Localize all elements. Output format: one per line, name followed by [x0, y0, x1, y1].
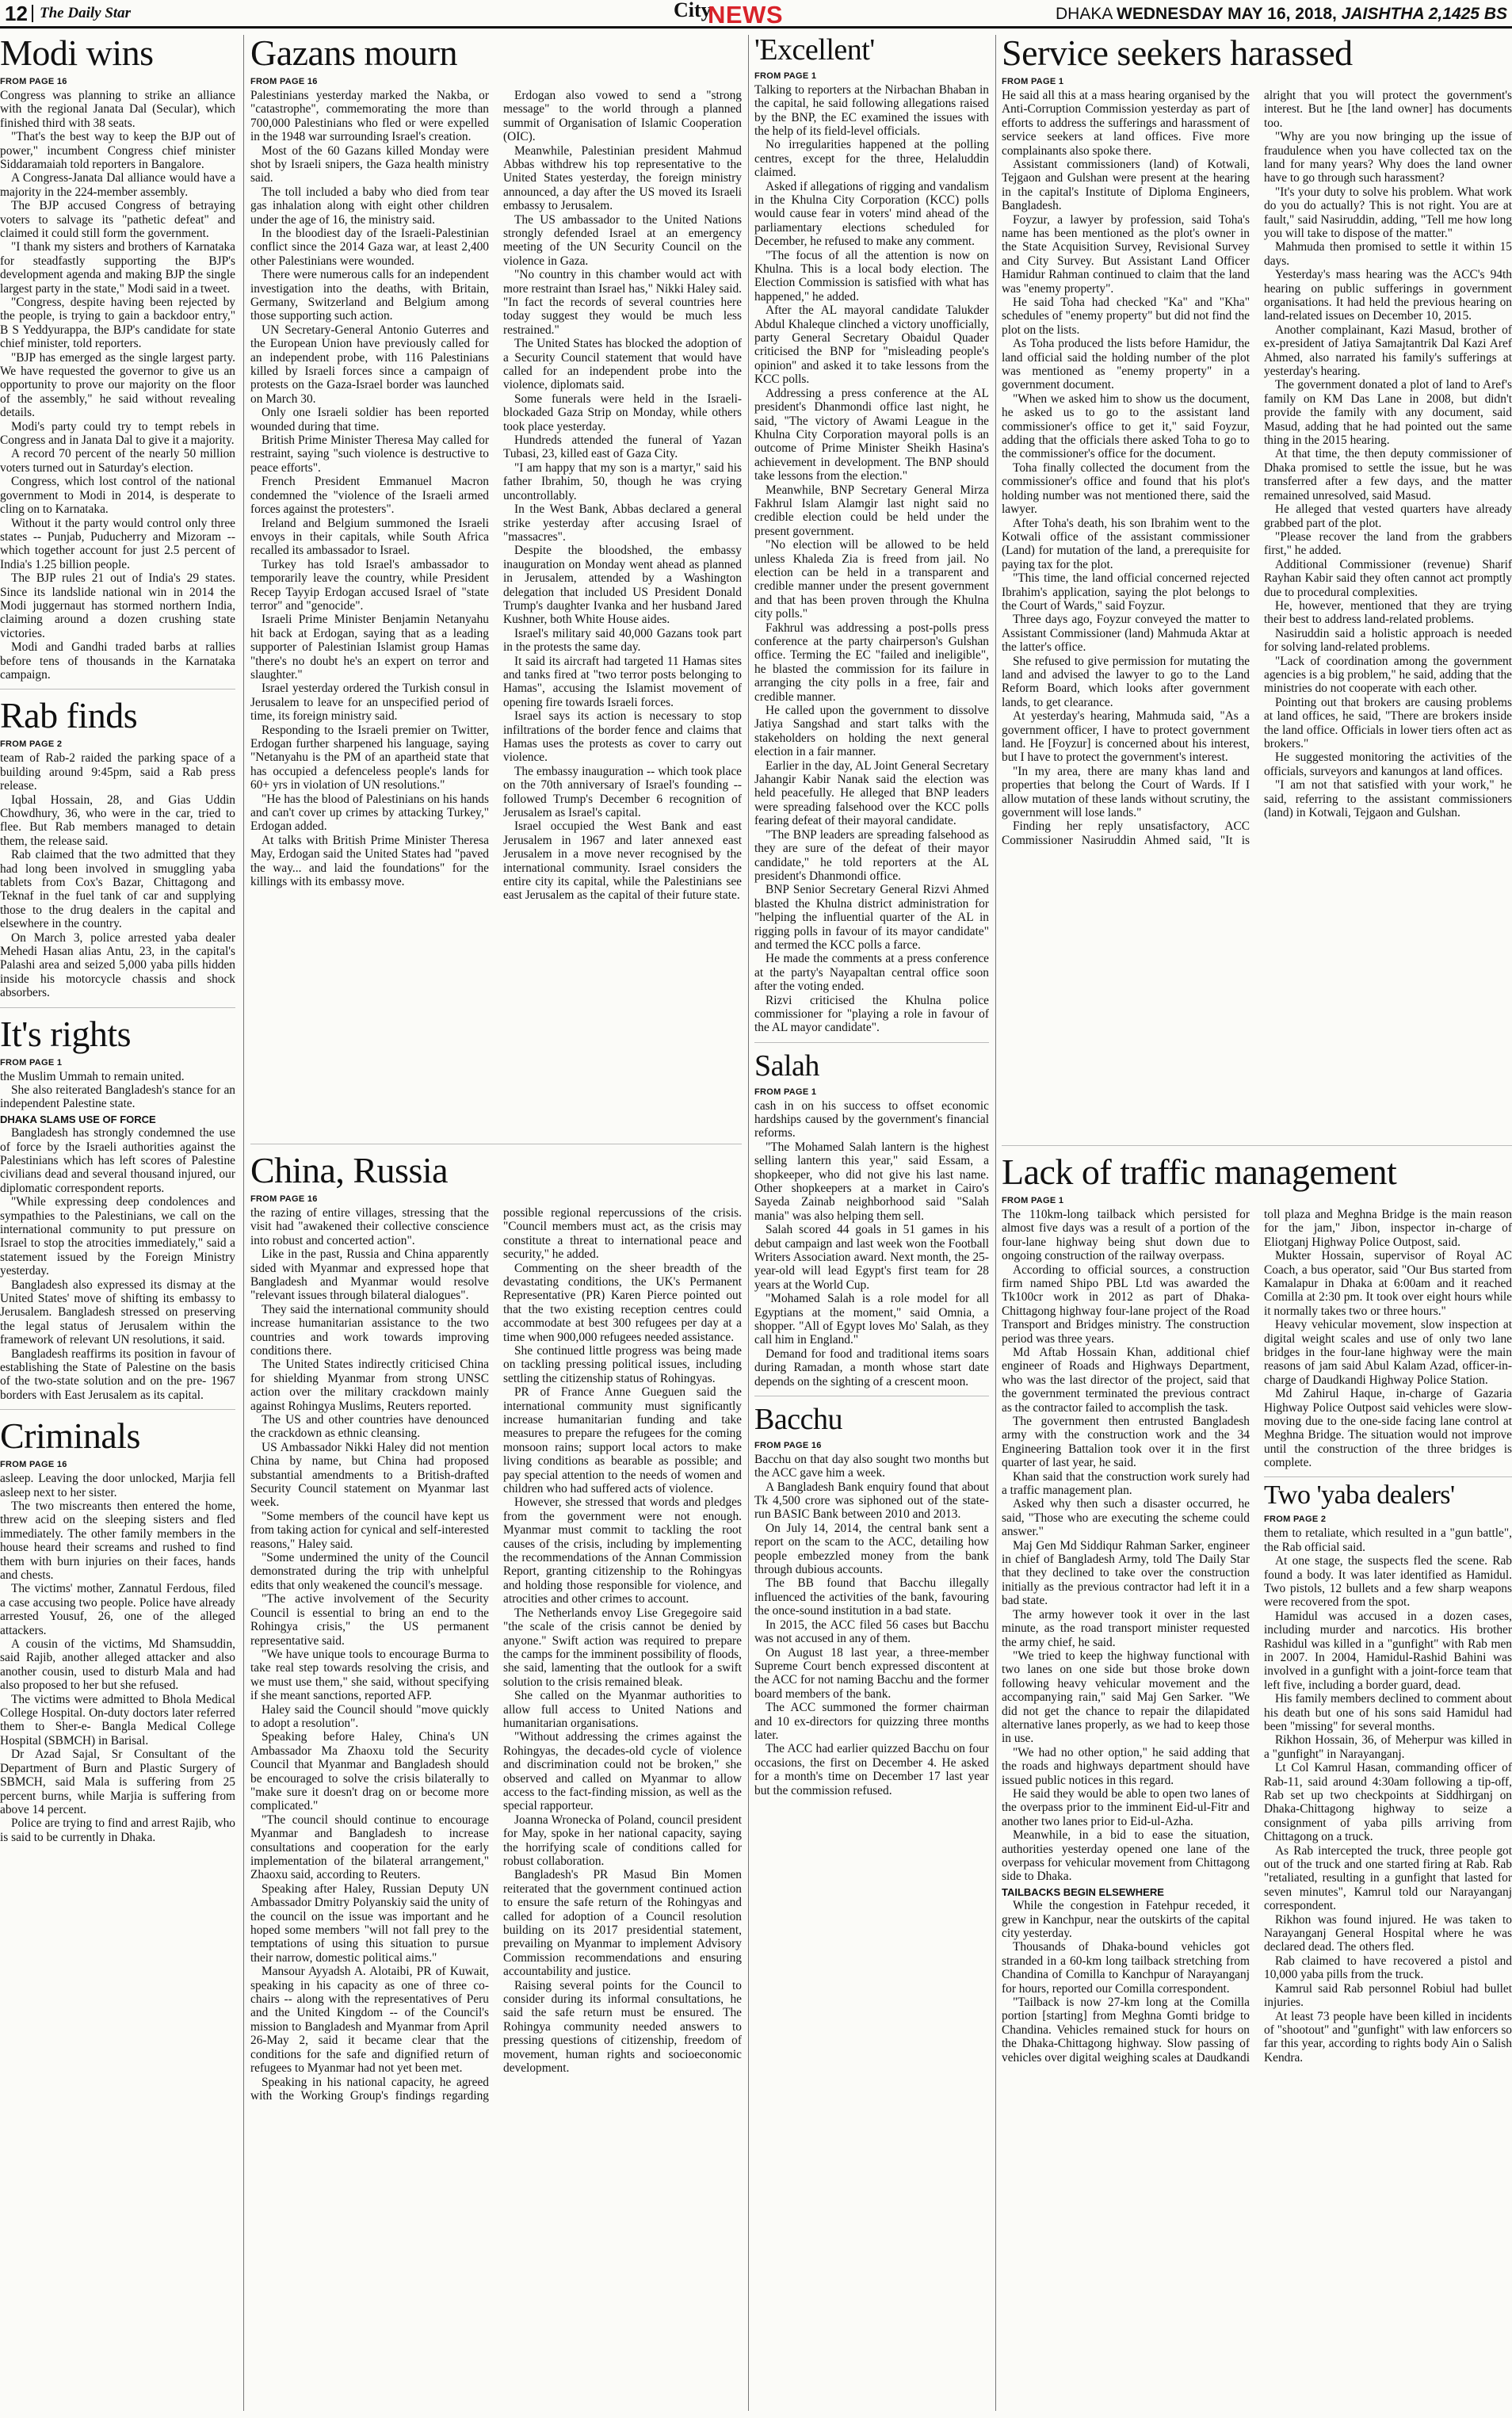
- story-paragraph: "The Mohamed Salah lantern is the highest selling lantern this year," said Essam, a shopkeeper, who did not give his last name. Other shopkeepers at a market in Cairo's Sayeda Zainab neighborhood said "Salah mania" was also helping them sell.: [754, 1140, 989, 1223]
- story-paragraph: There were numerous calls for an independent investigation into the deaths, with Britain, Germany, Switzerland and Belgium among those supporting such action.: [250, 268, 489, 323]
- story-headline: Gazans mourn: [250, 35, 457, 73]
- story-paragraph: The victims were admitted to Bhola Medical College Hospital. On-duty doctors later referred them to Sher-e- Bangla Medical College Hospital (SBMCH) in Barisal.: [0, 1692, 235, 1748]
- story-paragraph: Haley said the Council should "move quickly to adopt a resolution".: [250, 1702, 489, 1730]
- story-paragraph: "Please recover the land from the grabbers first," he added.: [1264, 529, 1512, 558]
- story-headline: Lack of traffic management: [1002, 1154, 1397, 1192]
- story-paragraph: Only one Israeli soldier has been reported wounded during that time.: [250, 406, 489, 434]
- story-paragraph: He, however, mentioned that they are trying their best to address land-related problems.: [1264, 598, 1512, 627]
- story-paragraph: "The BNP leaders are spreading falsehood as they are sure of the defeat of their mayor candidate," he told reporters at the AL president's Dhanmondi office.: [754, 827, 989, 883]
- story-paragraph: Heavy vehicular movement, slow inspection at digital weight scales and use of only two lane bridges in the four-lane highway were the main reasons of jam said Abul Kalam Azad, officer-in-charge of Daudkandi Highway Police Station.: [1264, 1318, 1512, 1387]
- story-paragraph: US Ambassador Nikki Haley did not mention China by name, but China had proposed substantial amendments to a British-drafted Security Council statement on Myanmar last week.: [250, 1440, 489, 1510]
- story-paragraph: Israel occupied the West Bank and east Jerusalem in 1967 and later annexed east Jerusalem in a move never recognised by the international community. Israel considers the entire city its capital, while the Palestinians see east Jerusalem as the capital of their future state.: [503, 819, 742, 903]
- story-paragraph: Some funerals were held in the Israeli-blockaded Gaza Strip on Monday, while others took place yesterday.: [503, 392, 742, 434]
- story-headline: 'Excellent': [754, 35, 875, 67]
- story-salah: [754, 1051, 989, 1389]
- story-paragraph: He alleged that vested quarters have already grabbed part of the plot.: [1264, 502, 1512, 530]
- story-paragraph: "BJP has emerged as the single largest party. We have requested the governor to give us an opportunity to prove our majority on the floor of the assembly," he said without revealing details.: [0, 350, 235, 420]
- story-paragraph: Md Aftab Hossain Khan, additional chief engineer of Roads and Highways Department, who was the last director of the project, said that the government terminated the previous contract as the contractor failed to accomplish the task.: [1002, 1345, 1250, 1415]
- story-divider: [1002, 1138, 1512, 1146]
- story-paragraph: "He has the blood of Palestinians on his hands and can't cover up crimes by attacking Turkey," Erdogan added.: [250, 792, 489, 834]
- story-paragraph: "While expressing deep condolences and sympathies to the Palestinians, we call on the international community to put pressure on Israel to stop the atrocities immediately," said a statement issued by the Foreign Ministry yesterday.: [0, 1195, 235, 1278]
- story-headline: Service seekers harassed: [1002, 35, 1353, 73]
- masthead: [0, 0, 1512, 29]
- story-paragraph: In 2015, the ACC filed 56 cases but Bacchu was not accused in any of them.: [754, 1618, 989, 1646]
- story-paragraph: Finding her reply unsatisfactory, ACC Commissioner Nasiruddin Ahmed said, "It is alright that you will protect the government's interest. But he [the land owner] has documents too.: [1002, 88, 1512, 847]
- story-paragraph: Bangladesh has strongly condemned the use of force by the Israeli authorities against the Palestinians which has left scores of Palestine civilians dead and several thousand injured, our diplomatic correspondent reports.: [0, 1126, 235, 1195]
- story-subhead: TAILBACKS BEGIN ELSEWHERE: [1002, 1885, 1164, 1898]
- story-divider: [754, 1389, 989, 1396]
- story-jump-line: FROM PAGE 2: [0, 739, 63, 750]
- story-paragraph: Rikhon Hossain, 36, of Meherpur was killed in a "gunfight" in Narayanganj.: [1264, 1733, 1512, 1761]
- dateline-city: DHAKA: [1055, 5, 1113, 23]
- story-paragraph: At one stage, the suspects fled the scene. Rab found a body. It was later identified as Hamidul. Two pistols, 12 bullets and a few sharp weapons were recovered from the spot.: [1264, 1554, 1512, 1610]
- story-paragraph: However, she stressed that words and pledges from the government were not enough. Myanmar must commit to tackling the root causes of the crisis, including by implementing the recommendations of the Annan Commission Report, granting citizenship to the Rohingyas and holding those responsible for violence, and atrocities and other crimes to account.: [503, 1495, 742, 1606]
- story-paragraph: Speaking in his national capacity, he agreed with the Working Group's findings regarding possible regional repercussions of the crisis. "Council members must act, as the crisis may constitute a threat to international peace and security," he added.: [250, 1205, 742, 2103]
- story-paragraph: At least 73 people have been killed in incidents of "shootout" and "gunfight" with law enforcers so far this year, according to rights body Ain o Salish Kendra.: [1264, 2009, 1512, 2065]
- story-two-yaba-dealers: [1264, 1476, 1512, 2065]
- story-paragraph: Pointing out that brokers are causing problems at land offices, he said, "There are brokers inside the land office. Officials in lower tiers often act as brokers.": [1264, 695, 1512, 751]
- story-jump-line: FROM PAGE 1: [754, 71, 817, 81]
- story-rab-finds: [0, 697, 235, 999]
- story-jump-line: FROM PAGE 1: [0, 1057, 63, 1068]
- story-paragraph: Md Zahirul Haque, in-charge of Gazaria Highway Police Outpost said vehicles were slow-moving due to the one-side facing lane control at Meghna Bridge. The situation would not improve until the construction of the three bridges is complete.: [1264, 1387, 1512, 1470]
- story-paragraph: Modi and Gandhi traded barbs at rallies before tens of thousands in the Karnataka campaign.: [0, 640, 235, 682]
- story-headline: Criminals: [0, 1418, 140, 1457]
- story-paragraph: A record 70 percent of the nearly 50 million voters turned out in Saturday's election.: [0, 447, 235, 475]
- story-jump-line: FROM PAGE 16: [250, 1194, 318, 1204]
- story-paragraph: French President Emmanuel Macron condemned the "violence of the Israeli armed forces against the protesters".: [250, 475, 489, 517]
- story-paragraph: Raising several points for the Council to consider during its informal consultations, he said the safe return must be ensured. The Rohingya community needed answers to pressing questions of citizenship, freedom of movement, human rights and socioeconomic development.: [503, 1978, 742, 2076]
- story-paragraph: The United States has blocked the adoption of a Security Council statement that would have called for an independent probe into the violence, diplomats said.: [503, 337, 742, 392]
- story-paragraph: The BJP accused Congress of betraying voters to salvage its "pathetic defeat" and claimed it could still form the government.: [0, 199, 235, 240]
- story-paragraph: Iqbal Hossain, 28, and Gias Uddin Chowdhury, 36, who were in the car, tried to flee. But Rab members managed to detain them, the release said.: [0, 793, 235, 848]
- column-4: [1002, 35, 1512, 2411]
- story-paragraph: Mahmuda then promised to settle it within 15 days.: [1264, 240, 1512, 268]
- story-paragraph: Modi's party could try to tempt rebels in Congress and in Janata Dal to give it a majority.: [0, 419, 235, 448]
- story-body: [754, 1099, 989, 1389]
- story-subhead: DHAKA SLAMS USE OF FORCE: [0, 1113, 156, 1125]
- story-paragraph: "I am not that satisfied with your work," he said, referring to the assistant commissioners (land) in Kotwali, Tejgaon and Gulshan.: [1264, 778, 1512, 820]
- story-paragraph: "In my area, there are many khas land and properties that belong the Court of Wards. If I allow mutation of these lands without scrutiny, the government will lose lands.": [1002, 764, 1250, 820]
- story-paragraph: "Congress, despite having been rejected by the people, is trying to gain a backdoor entry," B S Yeddyurappa, the BJP's candidate for state chief minister, told reporters.: [0, 296, 235, 351]
- story-paragraph: UN Secretary-General Antonio Guterres and the European Union have previously called for an independent probe, with 116 Palestinians killed by Israeli forces since a campaign of protests on the Gaza-Israel border was launched on March 30.: [250, 323, 489, 406]
- story-paragraph: "We have unique tools to encourage Burma to take real step towards resolving the crisis, and we must use them," she said, without specifying if she meant sanctions, reported AFP.: [250, 1647, 489, 1703]
- story-body: [1264, 1526, 1512, 2065]
- story-paragraph: He said they would be able to open two lanes of the overpass prior to the imminent Eid-ul-Fitr and another two lanes prior to Eid-ul-Azha.: [1002, 1786, 1250, 1828]
- story-paragraph: "Lack of coordination among the government agencies is a big problem," he said, adding that the ministries do not cooperate with each other.: [1264, 654, 1512, 696]
- column-rule: [243, 35, 244, 2411]
- story-headline: China, Russia: [250, 1152, 449, 1190]
- story-paragraph: Three days ago, Foyzur conveyed the matter to Assistant Commissioner (land) Mahmuda Aktar at the latter's office.: [1002, 613, 1250, 655]
- story-paragraph: the razing of entire villages, stressing that the visit had "awakened their collective conscience into robust and concerted action".: [250, 1205, 489, 1247]
- story-paragraph: Rizvi criticised the Khulna police commissioner for "playing a role in favour of the AL mayor candidate".: [754, 993, 989, 1035]
- column-2: [250, 35, 742, 2411]
- story-paragraph: "The council should continue to encourage Myanmar and Bangladesh to increase consultations and cooperation for the early implementation of the bilateral arrangement," Zhaoxu said, according to Reuters.: [250, 1813, 489, 1882]
- story-jump-line: FROM PAGE 16: [754, 1440, 822, 1450]
- story-paragraph: Thousands of Dhaka-bound vehicles got stranded in a 60-km long tailback stretching from Chandina of Comilla to Kanchpur of Narayanganj for hours, reported our Comilla correspondent.: [1002, 1940, 1250, 1996]
- story-paragraph: Bangladesh also expressed its dismay at the United States' move of shifting its embassy to Jerusalem. Bangladesh stressed on preserving the legal status of Jerusalem within the framework of relevant UN resolutions, it said.: [0, 1278, 235, 1347]
- story-paragraph: The ACC had earlier quizzed Bacchu on four occasions, the first on December 4. He asked for a month's time on December 17 last year but the commission refused.: [754, 1742, 989, 1797]
- story-paragraph: Israel yesterday ordered the Turkish consul in Jerusalem to leave for an unspecified period of time, its foreign ministry said.: [250, 682, 489, 724]
- story-paragraph: "The active involvement of the Security Council is essential to bring an end to the Rohingya crisis," the US permanent representative said.: [250, 1592, 489, 1648]
- story-paragraph: The US ambassador to the United Nations strongly defended Israel at an emergency meeting of the UN Security Council on the violence in Gaza.: [503, 212, 742, 268]
- story-paragraph: As Rab intercepted the truck, three people got out of the truck and one started firing at Rab. Rab "retaliated, resulting in a gunfight that lasted for seven minutes", Kamrul told our Narayanganj correspondent.: [1264, 1843, 1512, 1913]
- story-paragraph: Palestinians yesterday marked the Nakba, or "catastrophe", commemorating the more than 700,000 Palestinians who fled or were expelled in the 1948 war surrounding Israel's creation.: [250, 88, 489, 144]
- story-paragraph: "I thank my sisters and brothers of Karnataka for steadfastly supporting the BJP's development agenda and making BJP the single largest party in the state," Modi said in a tweet.: [0, 240, 235, 296]
- story-paragraph: In the bloodiest day of the Israeli-Palestinian conflict since the 2014 Gaza war, at least 2,400 other Palestinians were wounded.: [250, 226, 489, 268]
- story-paragraph: Kamrul said Rab personnel Robiul had bullet injuries.: [1264, 1981, 1512, 2010]
- story-paragraph: Lt Col Kamrul Hasan, commanding officer of Rab-11, said around 4:30am following a tip-off, Rab set up two checkpoints at Siddhirganj on Dhaka-Chittagong highway to seize a consignment of yaba pills arriving from Chittagong on a truck.: [1264, 1761, 1512, 1844]
- story-headline: Bacchu: [754, 1404, 842, 1437]
- column-rule: [748, 35, 749, 2411]
- story-jump-line: FROM PAGE 2: [1264, 1515, 1327, 1525]
- story-body: [250, 1206, 742, 2395]
- story-paragraph: After Toha's death, his son Ibrahim went to the Kotwali office of the assistant commissioner (Land) for mutation of the land, a prerequisite for paying tax for the plot.: [1002, 516, 1250, 571]
- story-paragraph: Speaking after Haley, Russian Deputy UN Ambassador Dmitry Polyanskiy said the unity of the council on the issue was important and he hoped some members "will not fall prey to the temptations of using this situation to pursue their narrow, domestic political aims.": [250, 1881, 489, 1965]
- story-paragraph: Bangladesh reaffirms its position in favour of establishing the State of Palestine on the basis of the two-state solution and on the pre- 1967 borders with East Jerusalem as its capital.: [0, 1347, 235, 1402]
- story-paragraph: "Mohamed Salah is a role model for all Egyptians at the moment," said Omnia, a shopper. "All of Egypt loves Mo' Salah, as they call him in England.": [754, 1292, 989, 1347]
- story-paragraph: Ireland and Belgium summoned the Israeli envoys in their capitals, while South Africa recalled its ambassador to Israel.: [250, 516, 489, 558]
- story-paragraph: On July 14, 2014, the central bank sent a report on the scam to the ACC, detailing how people embezzled money from the bank through dubious accounts.: [754, 1521, 989, 1577]
- story-jump-line: FROM PAGE 1: [1002, 76, 1064, 86]
- story-paragraph: Fakhrul was addressing a post-polls press conference at the party chairperson's Gulshan office. Terming the EC "failed and ineligible", he blasted the commission for its failure in arranging the city polls in a free, fair and credible manner.: [754, 621, 989, 704]
- story-excellent: [754, 35, 989, 1035]
- story-paragraph: Foyzur, a lawyer by profession, said Toha's name has been mentioned as the plot's owner in the State Acquisition Survey, Revisional Survey and City Survey. But Assistant Land Officer Hamidur Rahman continued to claim that the land was "enemy property".: [1002, 212, 1250, 296]
- story-body: [1002, 1208, 1512, 2393]
- story-paragraph: "Without addressing the crimes against the Rohingyas, the decades-old cycle of violence and discrimination could not be broken," she observed and called on Myanmar to allow access to the fact-finding mission, as well as the special rapporteur.: [503, 1730, 742, 1813]
- story-paragraph: The toll included a baby who died from tear gas inhalation along with eight other children under the age of 16, the ministry said.: [250, 185, 489, 227]
- story-divider: [0, 1402, 235, 1410]
- story-paragraph: PR of France Anne Gueguen said the international community must significantly increase humanitarian funding and take measures to prepare the refugees for the coming monsoon rains; support local actors to make living conditions as bearable as possible; and pay special attention to the needs of women and children who had suffered acts of violence.: [503, 1385, 742, 1496]
- story-paragraph: On August 18 last year, a three-member Supreme Court bench expressed discontent at the ACC for not naming Bacchu and the former board members of the bank.: [754, 1645, 989, 1701]
- story-paragraph: The US and other countries have denounced the crackdown as ethnic cleansing.: [250, 1413, 489, 1441]
- story-paragraph: "I am happy that my son is a martyr," said his father Ibrahim, 50, though he was crying uncontrollably.: [503, 460, 742, 502]
- story-paragraph: The Netherlands envoy Lise Gregegoire said "the scale of the crisis cannot be denied by anyone." Swift action was required to prepare the camps for the imminent possibility of floods, she said, lamenting that the outlook for a swift solution to the crisis remained bleak.: [503, 1606, 742, 1689]
- story-paragraph: Khan said that the construction work surely had a traffic management plan.: [1002, 1469, 1250, 1498]
- story-paragraph: She continued little progress was being made on tackling pressing political issues, including settling the citizenship status of Rohingyas.: [503, 1343, 742, 1385]
- story-divider: [250, 1136, 742, 1144]
- story-paragraph: Israel says its action is necessary to stop infiltrations of the border fence and claims that Hamas uses the protests as cover to carry out violence.: [503, 709, 742, 765]
- story-paragraph: Earlier in the day, AL Joint General Secretary Jahangir Kabir Nanak said the election was held peacefully. He alleged that BNP leaders were spreading falsehood over the KCC polls fearing defeat of their mayoral candidate.: [754, 758, 989, 828]
- story-paragraph: "No election will be allowed to be held unless Khaleda Zia is freed from jail. No election can be held in a transparent and credible manner under the present government and that has been proven through the Khulna city polls.": [754, 538, 989, 621]
- story-headline: Two 'yaba dealers': [1264, 1480, 1455, 1510]
- story-paragraph: "When we asked him to show us the document, he asked us to go to the assistant land commissioner's office to get it," said Foyzur, adding that the officials there asked Toha to go to the commissioner's office for the document.: [1002, 392, 1250, 461]
- story-paragraph: She called on the Myanmar authorities to allow full access to United Nations and humanitarian organisations.: [503, 1689, 742, 1730]
- story-paragraph: She refused to give permission for mutating the land and advised the lawyer to go to the Land Reform Board, which looks after government lands, to get clearance.: [1002, 654, 1250, 709]
- story-paragraph: The army however took it over in the last minute, as the road transport minister requested the army chief, he said.: [1002, 1607, 1250, 1649]
- story-paragraph: Toha finally collected the document from the commissioner's office and found that his plot's holding number was not mentioned there, said the lawyer.: [1002, 460, 1250, 517]
- story-paragraph: He said Toha had checked "Ka" and "Kha" schedules of "enemy property" but did not find the plot on the lists.: [1002, 296, 1250, 337]
- story-divider: [0, 1000, 235, 1008]
- story-paragraph: Mukter Hossain, supervisor of Royal AC Coach, a bus operator, said "Our Bus started from Kamalapur in Dhaka at 6:00am and it reached Comilla at 2:30 pm. It took over eight hours while it normally takes two or three hours.": [1264, 1249, 1512, 1318]
- story-paragraph: Bacchu on that day also sought two months but the ACC gave him a week.: [754, 1452, 989, 1480]
- story-paragraph: A Bangladesh Bank enquiry found that about Tk 4,500 crore was siphoned out of the state-run BASIC Bank between 2010 and 2013.: [754, 1480, 989, 1522]
- story-paragraph: British Prime Minister Theresa May called for restraint, saying "such violence is destructive to peace efforts".: [250, 434, 489, 475]
- story-paragraph: He called upon the government to dissolve Jatiya Sangshad and start talks with the stakeholders on holding the next general election in a fair manner.: [754, 704, 989, 759]
- story-paragraph: cash in on his success to offset economic hardships caused by the government's financial reforms.: [754, 1098, 989, 1140]
- story-paragraph: Addressing a press conference at the AL president's Dhanmondi office last night, he said, "The victory of Awami League in the Khulna City Corporation mayoral polls is an outcome of Prime Minister Sheikh Hasina's achievement in development. The BNP should take lessons from the election.": [754, 386, 989, 483]
- section-tag: NEWS: [708, 1, 783, 29]
- story-paragraph: He suggested monitoring the activities of the officials, surveyors and kanungos at land offices.: [1264, 751, 1512, 778]
- story-paragraph: Hamidul was accused in a dozen cases, including murder and narcotics. His brother Rashidul was killed in a "gunfight" with Rab men in 2007. In 2004, Hamidul-Rashid Bahini was involved in a gunfight with a joint-force team that left five, including a border guard, dead.: [1264, 1609, 1512, 1692]
- story-paragraph: A Congress-Janata Dal alliance would have a majority in the 224-member assembly.: [0, 171, 235, 199]
- story-paragraph: "We tried to keep the highway functional with two lanes on one side but those broke down following heavy vehicular movement and the accompanying rain," said Maj Gen Sarker. "We did not get the chance to repair the dilapidated alternative lanes properly, as we had to keep those in use.: [1002, 1648, 1250, 1746]
- story-paragraph: Despite the bloodshed, the embassy inauguration on Monday went ahead as planned in Jerusalem, attended by a Washington delegation that included US President Donald Trump's daughter Ivanka and her husband Jared Kushner, both White House aides.: [503, 544, 742, 627]
- story-paragraph: "Why are you now bringing up the issue of fraudulence when you have collected tax on the land for many years? Why does the land owner have to go through such harassment?: [1264, 130, 1512, 185]
- story-paragraph: asleep. Leaving the door unlocked, Marjia fell asleep next to her sister.: [0, 1472, 235, 1499]
- story-paragraph: Asked if allegations of rigging and vandalism in the Khulna City Corporation (KCC) polls would cause fear in voters' mind ahead of the parliamentary elections scheduled for December, he refused to make any comment.: [754, 179, 989, 249]
- story-paragraph: Meanwhile, Palestinian president Mahmud Abbas withdrew his top representative to the United States yesterday, the foreign ministry announced, a day after the US moved its Israeli embassy to Jerusalem.: [503, 143, 742, 213]
- story-paragraph: The BJP rules 21 out of India's 29 states. Since its landslide national win in 2014 the Modi juggernaut has stormed northern India, claiming around a dozen crushing state victories.: [0, 571, 235, 640]
- story-paragraph: Talking to reporters at the Nirbachan Bhaban in the capital, he said following allegations raised by the BNP, the EC examined the issues with the help of its field-level officials.: [754, 82, 989, 138]
- story-paragraph: The 110km-long tailback which persisted for almost five days was a result of a portion of the four-lane highway being shut down due to ongoing construction of the railway overpass.: [1002, 1207, 1250, 1263]
- story-paragraph: After the AL mayoral candidate Talukder Abdul Khaleque clinched a victory unofficially, party General Secretary Obaidul Quader criticised the BNP for "misleading people's opinion" and asked it to take lessons from the KCC polls.: [754, 304, 989, 387]
- story-paragraph: Speaking before Haley, China's UN Ambassador Ma Zhaoxu told the Security Council that Myanmar and Bangladesh should be encouraged to solve the crisis bilaterally to "make sure it doesn't drag on or become more complicated.": [250, 1730, 489, 1813]
- story-paragraph: "That's the best way to keep the BJP out of power," incumbent Congress chief minister Siddaramaiah told reporters in Bangalore.: [0, 130, 235, 171]
- story-paragraph: The two miscreants then entered the home, threw acid on the sleeping sisters and fled immediately. The other family members in the house heard their screams and rushed to find them with burn injuries on their faces, hands and chests.: [0, 1499, 235, 1582]
- story-body: [754, 83, 989, 1035]
- story-body: [1002, 89, 1512, 1135]
- story-paragraph: Turkey has told Israel's ambassador to temporarily leave the country, while President Recep Tayyip Erdogan accused Israel of "state terror" and "genocide".: [250, 557, 489, 613]
- story-paragraph: "Some undermined the unity of the Council demonstrated during the trip with unhelpful edits that only weakened the council's message.: [250, 1551, 489, 1592]
- story-divider: [754, 1035, 989, 1043]
- story-paragraph: Commenting on the sheer breadth of the devastating conditions, the UK's Permanent Representative (PR) Karen Pierce pointed out that the two existing reception centres could accommodate at best 300 refugees per day at a time when 900,000 refugees needed assistance.: [503, 1261, 742, 1344]
- story-paragraph: The government donated a plot of land to Aref's family on KM Das Lane in 2008, but didn't provide the family with any document, said Masud, adding that he had pointed out the same thing in the 2015 hearing.: [1264, 378, 1512, 448]
- story-paragraph: Nasiruddin said a holistic approach is needed for solving land-related problems.: [1264, 626, 1512, 655]
- story-paragraph: Meanwhile, BNP Secretary General Mirza Fakhrul Islam Alamgir last night said no credible election could be held under the present government.: [754, 483, 989, 538]
- page-number: 12: [5, 2, 28, 25]
- story-paragraph: The victims' mother, Zannatul Ferdous, filed a case accusing two people. Police have already arrested Yousuf, 26, one of the alleged attackers.: [0, 1582, 235, 1637]
- story-paragraph: Hundreds attended the funeral of Yazan Tubasi, 23, killed east of Gaza City.: [503, 434, 742, 461]
- paper-name: The Daily Star: [32, 5, 131, 22]
- story-paragraph: In the West Bank, Abbas declared a general strike yesterday after accusing Israel of "massacres".: [503, 502, 742, 544]
- story-paragraph: Like in the past, Russia and China apparently sided with Myanmar and expressed hope that Bangladesh and Myanmar would resolve "relevant issues through bilateral dialogues".: [250, 1247, 489, 1303]
- story-service-seekers-harassed: [1002, 35, 1512, 1138]
- story-paragraph: them to retaliate, which resulted in a "gun battle", the Rab official said.: [1264, 1526, 1512, 1554]
- story-paragraph: He said all this at a mass hearing organised by the Anti-Corruption Commission yesterday as part of efforts to address the sufferings and harassment of service seekers at land offices. Five more complainants also spoke there.: [1002, 88, 1250, 158]
- story-paragraph: The embassy inauguration -- which took place on the 70th anniversary of Israel's founding -- followed Trump's December 6 recognition of Jerusalem as Israel's capital.: [503, 764, 742, 820]
- story-body: [0, 1472, 235, 1844]
- story-paragraph: They said the international community should increase humanitarian assistance to the two countries and work towards improving conditions there.: [250, 1302, 489, 1358]
- story-paragraph: While the congestion in Fatehpur receded, it grew in Kanchpur, near the outskirts of the capital city yesterday.: [1002, 1899, 1250, 1941]
- dateline-bangla-date: JAISHTHA 2,1425 BS: [1341, 5, 1507, 23]
- story-paragraph: Israel's military said 40,000 Gazans took part in the protests the same day.: [503, 626, 742, 655]
- story-lack-of-traffic-management: [1002, 1154, 1512, 2397]
- story-headline: Salah: [754, 1050, 819, 1083]
- story-paragraph: He made the comments at a press conference at the party's Nayapaltan central office soon after the voting ended.: [754, 952, 989, 994]
- story-body: [754, 1453, 989, 1797]
- column-3: [754, 35, 989, 2411]
- story-jump-line: FROM PAGE 16: [250, 76, 318, 86]
- story-paragraph: "It's your duty to solve his problem. What work do you do actually? This is not right. You are at fault," said Nasiruddin, adding, "Tell me how long you will take to dispose of the matter.": [1264, 185, 1512, 240]
- story-jump-line: FROM PAGE 1: [1002, 1195, 1064, 1205]
- story-paragraph: Congress was planning to strike an alliance with the regional Janata Dal (Secular), which finished third with 38 seats.: [0, 88, 235, 130]
- story-paragraph: As Toha produced the lists before Hamidur, the land official said the holding number of the plot was mentioned as "enemy property" in a government document.: [1002, 337, 1250, 392]
- story-paragraph: At yesterday's hearing, Mahmuda said, "As a government officer, I have to protect government land. He [Foyzur] is concerned about his interest, but I have to protect the government's interest.: [1002, 709, 1250, 765]
- story-paragraph: Responding to the Israeli premier on Twitter, Erdogan further sharpened his language, saying "Netanyahu is the PM of an apartheid state that has occupied a defenceless people's lands for 60+ yrs in violation of UN resolutions.": [250, 723, 489, 793]
- story-paragraph: "The focus of all the attention is now on Khulna. This is a local body election. The Election Commission is satisfied with what has happened," he added.: [754, 248, 989, 304]
- story-paragraph: Salah scored 44 goals in 51 games in his debut campaign and last week won the Football Writers Association award. Next month, the 25-year-old will lead Egypt's first team for 28 years at the World Cup.: [754, 1223, 989, 1292]
- story-paragraph: "Tailback is now 27-km long at the Comilla portion [starting] from Meghna Gomti bridge to Chandina. Vehicles remained stuck for hours on the Dhaka-Chittagong highway. Slow passing of vehicles over digital weighing scales at Daudkandi toll plaza and Meghna Bridge is the main reason for the jam," Jibon, inspector in-charge of Eliotganj Highway Police Outpost, said.: [1002, 1207, 1512, 2065]
- story-body: [250, 89, 742, 1133]
- story-paragraph: At that time, the then deputy commissioner of Dhaka promised to settle the issue, but he was transferred after a few days, and the matter remained unresolved, said Masud.: [1264, 447, 1512, 502]
- story-paragraph: BNP Senior Secretary General Rizvi Ahmed blasted the Khulna district administration for "helping the influential quarter of the AL in rigging polls in favour of its mayor candidate" and termed the KCC polls a farce.: [754, 883, 989, 952]
- story-paragraph: Rikhon was found injured. He was taken to Narayanganj General Hospital where he was declared dead. The others fled.: [1264, 1912, 1512, 1954]
- story-paragraph: Bangladesh's PR Masud Bin Momen reiterated that the government continued action to ensure the safe return of the Rohingyas and called for adoption of a Council resolution building on its 2017 presidential statement, prevailing on Myanmar to implement Advisory Commission recommendations and ensuring accountability and justice.: [503, 1868, 742, 1979]
- story-body: [0, 1070, 235, 1403]
- story-bacchu: [754, 1404, 989, 1797]
- column-rule: [995, 35, 996, 2411]
- story-jump-line: FROM PAGE 16: [0, 1460, 67, 1470]
- story-paragraph: It said its aircraft had targeted 11 Hamas sites and tanks fired at "two terror posts belonging to Hamas", accusing the Islamist movement of opening fire towards Israeli forces.: [503, 654, 742, 709]
- story-paragraph: The United States indirectly criticised China for shielding Myanmar from strong UNSC action over the military crackdown mainly against Rohingya Muslims, Reuters reported.: [250, 1358, 489, 1413]
- story-gazans-mourn: [250, 35, 742, 1136]
- story-headline: Rab finds: [0, 697, 138, 736]
- story-paragraph: Without it the party would control only three states -- Punjab, Puducherry and Mizoram -- which together account for just 2.5 percent of India's 1.25 billion people.: [0, 516, 235, 571]
- story-paragraph: "We had no other option," he said adding that the roads and highways department should have issued public notices in this regard.: [1002, 1745, 1250, 1787]
- story-paragraph: "Some members of the council have kept us from taking action for cynical and self-interested reasons," Haley said.: [250, 1509, 489, 1551]
- story-paragraph: Israeli Prime Minister Benjamin Netanyahu hit back at Erdogan, saying that as a leading supporter of Palestinian Islamist group Hamas "there's no doubt he's an expert on terror and slaughter.": [250, 613, 489, 682]
- story-china-russia: [250, 1152, 742, 2397]
- story-paragraph: the Muslim Ummah to remain united.: [0, 1069, 185, 1083]
- story-paragraph: The government then entrusted Bangladesh army with the construction work and the 34 Engineering Battalion took over it in the first quarter of last year, he said.: [1002, 1415, 1250, 1470]
- story-paragraph: Additional Commissioner (revenue) Sharif Rayhan Kabir said they often cannot act promptly due to procedural complexities.: [1264, 557, 1512, 599]
- story-paragraph: Police are trying to find and arrest Rajib, who is said to be currently in Dhaka.: [0, 1816, 235, 1844]
- section-name: City: [674, 0, 712, 21]
- column-1: [0, 35, 235, 2411]
- dateline: [1056, 5, 1507, 24]
- story-jump-line: FROM PAGE 16: [0, 76, 67, 86]
- story-paragraph: Dr Azad Sajal, Sr Consultant of the Department of Burn and Plastic Surgery of SBMCH, said Mala is suffering from 25 percent burns, while Marjia is suffering from above 14 percent.: [0, 1748, 235, 1816]
- story-paragraph: She also reiterated Bangladesh's stance for an independent Palestine state.: [0, 1083, 235, 1111]
- story-headline: Modi wins: [0, 35, 154, 73]
- story-headline: It's rights: [0, 1015, 132, 1054]
- story-paragraph: The BB found that Bacchu illegally influenced the activities of the bank, favouring the once-sound institution in a bad state.: [754, 1576, 989, 1618]
- story-paragraph: Meanwhile, in a bid to ease the situation, authorities yesterday opened one lane of the overpass for vehicular movement from Chittagong side to Dhaka.: [1002, 1828, 1250, 1884]
- story-paragraph: According to official sources, a construction firm named Shipo PBL Ltd was awarded the Tk100cr work in 2012 as part of Dhaka-Chittagong highway four-lane project of the Road Transport and Bridges ministry. The construction period was three years.: [1002, 1262, 1250, 1346]
- story-paragraph: Yesterday's mass hearing was the ACC's 94th hearing on public sufferings in government organisations. It had held the previous hearing on land-related issues on December 10, 2015.: [1264, 268, 1512, 323]
- dateline-date: WEDNESDAY MAY 16, 2018,: [1117, 5, 1337, 23]
- story-paragraph: At talks with British Prime Minister Theresa May, Erdogan said the United States had "paved the way... and laid the foundations" for the killings with its embassy move.: [250, 833, 489, 889]
- story-paragraph: Joanna Wronecka of Poland, council president for May, spoke in her national capacity, saying the horrifying scale of conditions called for robust collaboration.: [503, 1813, 742, 1868]
- story-paragraph: "No country in this chamber would act with more restraint than Israel has," Nikki Haley said. "In fact the records of several countries here today suggest they would be much less restrained.": [503, 268, 742, 337]
- story-paragraph: Rab claimed to have recovered a pistol and 10,000 yaba pills from the truck.: [1264, 1954, 1512, 1982]
- story-body: [0, 89, 235, 682]
- story-paragraph: Assistant commissioners (land) of Kotwali, Tejgaon and Gulshan were present at the hearing in the capital's Institute of Diploma Engineers, Bangladesh.: [1002, 157, 1250, 213]
- story-body: [0, 751, 235, 999]
- story-paragraph: Rab claimed that the two admitted that they had long been involved in smuggling yaba tablets from Cox's Bazar, Chittagong and Teknaf in the fuel tank of car and supplying those to the drug dealers in the capital and elsewhere in the country.: [0, 848, 235, 931]
- story-paragraph: Demand for food and traditional items soars during Ramadan, a month whose start date depends on the sighting of a crescent moon.: [754, 1347, 989, 1389]
- story-paragraph: Another complainant, Kazi Masud, brother of ex-president of Jatiya Samajtantrik Dal Kazi Aref Ahmed, also narrated his family's sufferings at yesterday's hearing.: [1264, 323, 1512, 379]
- story-paragraph: Mansour Ayyadsh A. Alotaibi, PR of Kuwait, speaking in his capacity as one of three co-chairs -- along with the representatives of Peru and the United Kingdom -- of the Council's mission to Bangladesh and Myanmar from April 26-May 2, said it became clear that the conditions for the safe and dignified return of refugees to Myanmar had not yet been met.: [250, 1965, 489, 2076]
- story-paragraph: Most of the 60 Gazans killed Monday were shot by Israeli snipers, the Gaza health ministry said.: [250, 143, 489, 185]
- story-paragraph: team of Rab-2 raided the parking space of a building around 9:45pm, said a Rab press release.: [0, 751, 235, 793]
- story-paragraph: The ACC summoned the former chairman and 10 ex-directors for quizzing three months later.: [754, 1701, 989, 1742]
- story-paragraph: "This time, the land official concerned rejected Ibrahim's application, saying the plot belongs to the Court of Wards," said Foyzur.: [1002, 571, 1250, 613]
- story-paragraph: His family members declined to comment about his death but one of his sons said Hamidul had been "missing" for several months.: [1264, 1692, 1512, 1733]
- story-paragraph: Maj Gen Md Siddiqur Rahman Sarker, engineer in chief of Bangladesh Army, told The Daily Star that they declined to take over the construction initially as the previous contractor had left it in a bad state.: [1002, 1538, 1250, 1608]
- story-paragraph: A cousin of the victims, Md Shamsuddin, said Rajib, another alleged attacker and also another cousin, used to disturb Mala and had also proposed to her but she refused.: [0, 1637, 235, 1693]
- story-jump-line: FROM PAGE 1: [754, 1087, 817, 1097]
- story-paragraph: No irregularities happened at the polling centres, except for the three, Helaluddin claimed.: [754, 138, 989, 180]
- story-paragraph: Erdogan also vowed to send a "strong message" to the world through a planned summit of Organisation of Islamic Cooperation (OIC).: [503, 88, 742, 144]
- story-paragraph: Asked why then such a disaster occurred, he said, "Those who are executing the scheme could answer.": [1002, 1497, 1250, 1539]
- story-divider: [0, 682, 235, 689]
- story-paragraph: Congress, which lost control of the national government to Modi in 2014, is desperate to cling on to Karnataka.: [0, 475, 235, 517]
- story-criminals: [0, 1418, 235, 1844]
- story-its-rights: [0, 1016, 235, 1403]
- story-paragraph: On March 3, police arrested yaba dealer Mehedi Hasan alias Antu, 23, in the capital's Palashi area and seized 5,000 yaba pills hidden inside his motorcycle chassis and shock absorbers.: [0, 930, 235, 1000]
- story-modi-wins: [0, 35, 235, 682]
